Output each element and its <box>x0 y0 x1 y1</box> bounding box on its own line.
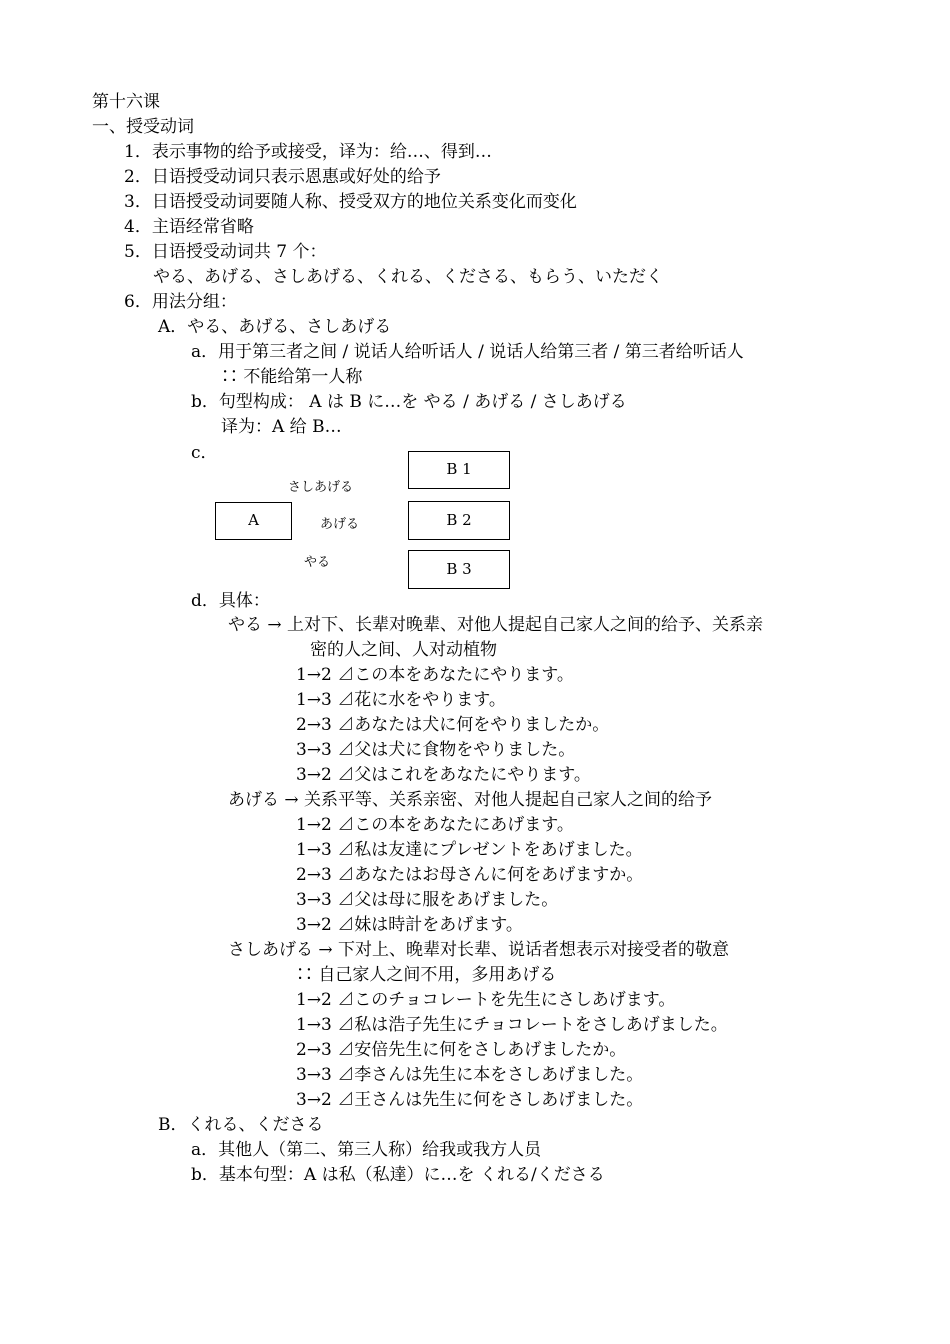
yaru-example: 1→3 ⊿花に水をやります。 <box>296 690 506 710</box>
group-a-title: A．やる、あげる、さしあげる <box>158 317 392 337</box>
group-a-item-d: d．具体： <box>191 591 270 611</box>
sashiageru-example: 2→3 ⊿安倍先生に何をさしあげましたか。 <box>296 1040 627 1060</box>
ageru-example: 2→3 ⊿あなたはお母さんに何をあげますか。 <box>296 865 644 885</box>
yaru-example: 3→3 ⊿父は犬に食物をやりました。 <box>296 740 576 760</box>
sashiageru-heading: さしあげる → 下对上、晚辈对长辈、说话者想表示对接受者的敬意 <box>228 940 730 960</box>
group-b-item-b: b．基本句型：A は私（私達）に…を くれる/くださる <box>191 1165 605 1185</box>
diagram-box-b1: B 1 <box>408 451 510 489</box>
group-a-item-b-note: 译为：A 给 B… <box>221 417 342 437</box>
yaru-heading: やる → 上对下、长辈对晚辈、对他人提起自己家人之间的给予、关系亲 <box>228 615 764 635</box>
group-b-title: B．くれる、くださる <box>158 1115 324 1135</box>
group-a-item-a: a．用于第三者之间 / 说话人给听话人 / 说话人给第三者 / 第三者给听话人 <box>191 342 744 362</box>
sashiageru-example: 1→3 ⊿私は浩子先生にチョコレートをさしあげました。 <box>296 1015 728 1035</box>
group-a-item-c: c． <box>191 443 218 463</box>
point-2: 2．日语授受动词只表示恩惠或好处的给予 <box>124 167 441 187</box>
point-1: 1．表示事物的给予或接受，译为：给…、得到… <box>124 142 492 162</box>
diagram-label-ageru: あげる <box>320 517 360 532</box>
point-6: 6．用法分组： <box>124 292 237 312</box>
diagram-label-yaru: やる <box>304 555 331 570</box>
diagram-label-sashiageru: さしあげる <box>288 480 354 495</box>
sashiageru-example: 3→2 ⊿王さんは先生に何をさしあげました。 <box>296 1090 644 1110</box>
verb-list: やる、あげる、さしあげる、くれる、くださる、もらう、いただく <box>153 267 663 287</box>
point-4: 4．主语经常省略 <box>124 217 254 237</box>
sashiageru-note: ∷ 自己家人之间不用，多用あげる <box>296 965 557 985</box>
diagram-box-a: A <box>215 502 292 540</box>
ageru-example: 1→3 ⊿私は友達にプレゼントをあげました。 <box>296 840 643 860</box>
ageru-example: 3→3 ⊿父は母に服をあげました。 <box>296 890 559 910</box>
diagram-box-b2: B 2 <box>408 501 510 540</box>
group-b-item-a: a．其他人（第二、第三人称）给我或我方人员 <box>191 1140 542 1160</box>
yaru-example: 3→2 ⊿父はこれをあなたにやります。 <box>296 765 591 785</box>
ageru-heading: あげる → 关系平等、关系亲密、对他人提起自己家人之间的给予 <box>228 790 713 810</box>
group-a-item-a-note: ∷ 不能给第一人称 <box>221 367 363 387</box>
section-title: 一、授受动词 <box>92 117 194 137</box>
group-a-item-b: b．句型构成： A は B に…を やる / あげる / さしあげる <box>191 392 627 412</box>
ageru-example: 1→2 ⊿この本をあなたにあげます。 <box>296 815 574 835</box>
ageru-example: 3→2 ⊿妹は時計をあげます。 <box>296 915 523 935</box>
sashiageru-example: 3→3 ⊿李さんは先生に本をさしあげました。 <box>296 1065 644 1085</box>
sashiageru-example: 1→2 ⊿このチョコレートを先生にさしあげます。 <box>296 990 676 1010</box>
yaru-example: 2→3 ⊿あなたは犬に何をやりましたか。 <box>296 715 610 735</box>
point-5: 5．日语授受动词共 7 个： <box>124 242 327 262</box>
yaru-example: 1→2 ⊿この本をあなたにやります。 <box>296 665 574 685</box>
diagram-box-b3: B 3 <box>408 550 510 589</box>
point-3: 3．日语授受动词要随人称、授受双方的地位关系变化而变化 <box>124 192 577 212</box>
yaru-heading-cont: 密的人之间、人对动植物 <box>310 640 497 660</box>
lesson-title: 第十六课 <box>92 92 160 112</box>
